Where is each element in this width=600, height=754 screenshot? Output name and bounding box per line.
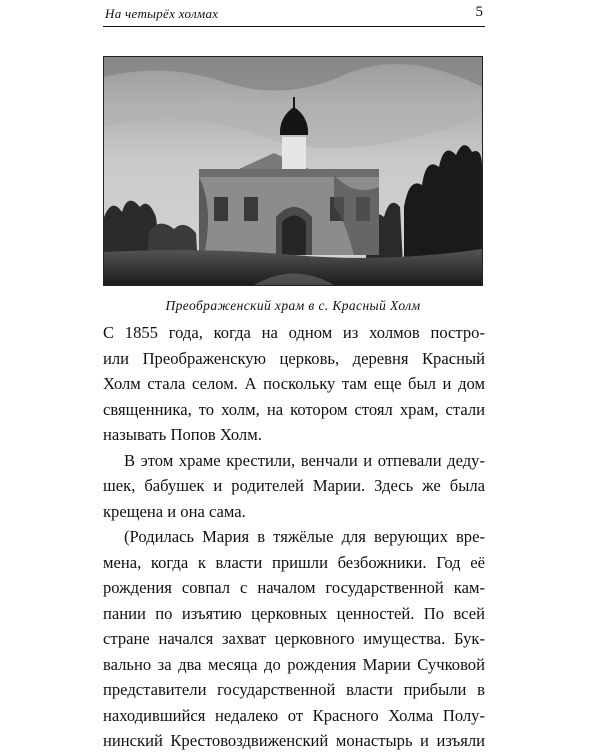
text-line: рождения совпал с началом государственной кам- [103, 578, 485, 597]
text-line: называть Попов Холм. [103, 425, 262, 444]
text-line: Холм стала селом. А поскольку там еще был и дом [103, 374, 485, 393]
text-line: священника, то холм, на котором стоял храм, стали [103, 399, 485, 419]
photo-caption: Преображенский храм в с. Красный Холм [165, 298, 421, 313]
text-line: вально за два месяца до рождения Марии Сучковой [103, 654, 485, 674]
body-text [103, 320, 485, 754]
paragraph-3 [103, 524, 485, 754]
church-photo [103, 56, 483, 286]
text-line: (Родилась Мария в тяжёлые для верующих вре- [124, 527, 485, 546]
paragraph-1 [103, 320, 485, 448]
header-rule [103, 26, 485, 27]
text-line: крещена и она сама. [103, 501, 246, 521]
text-line: мена, когда к власти пришли безбожники. Год её [103, 552, 485, 572]
paragraph-2 [103, 448, 485, 525]
text-line: шек, бабушек и родителей Марии. Здесь же была [103, 476, 485, 495]
text-line: нинский Крестовоздвиженский монастырь и изъяли [103, 731, 485, 750]
text-line: пании по изъятию церковных ценностей. По всей [103, 603, 485, 623]
page-number: 5 [475, 4, 483, 20]
text-line: представители государственной власти прибыли в [103, 680, 485, 699]
text-line: В этом храме крестили, венчали и отпевали деду- [124, 450, 485, 470]
running-header [103, 0, 485, 27]
running-header-title: На четырёх холмах [105, 6, 219, 21]
text-line: находившийся недалеко от Красного Холма Полу- [103, 705, 485, 725]
text-line: стране начался захват церковного имущества. Бук- [103, 629, 485, 648]
text-line: или Преображенскую церковь, деревня Красный [103, 348, 485, 368]
text-line: С 1855 года, когда на одном из холмов постро- [103, 323, 485, 342]
